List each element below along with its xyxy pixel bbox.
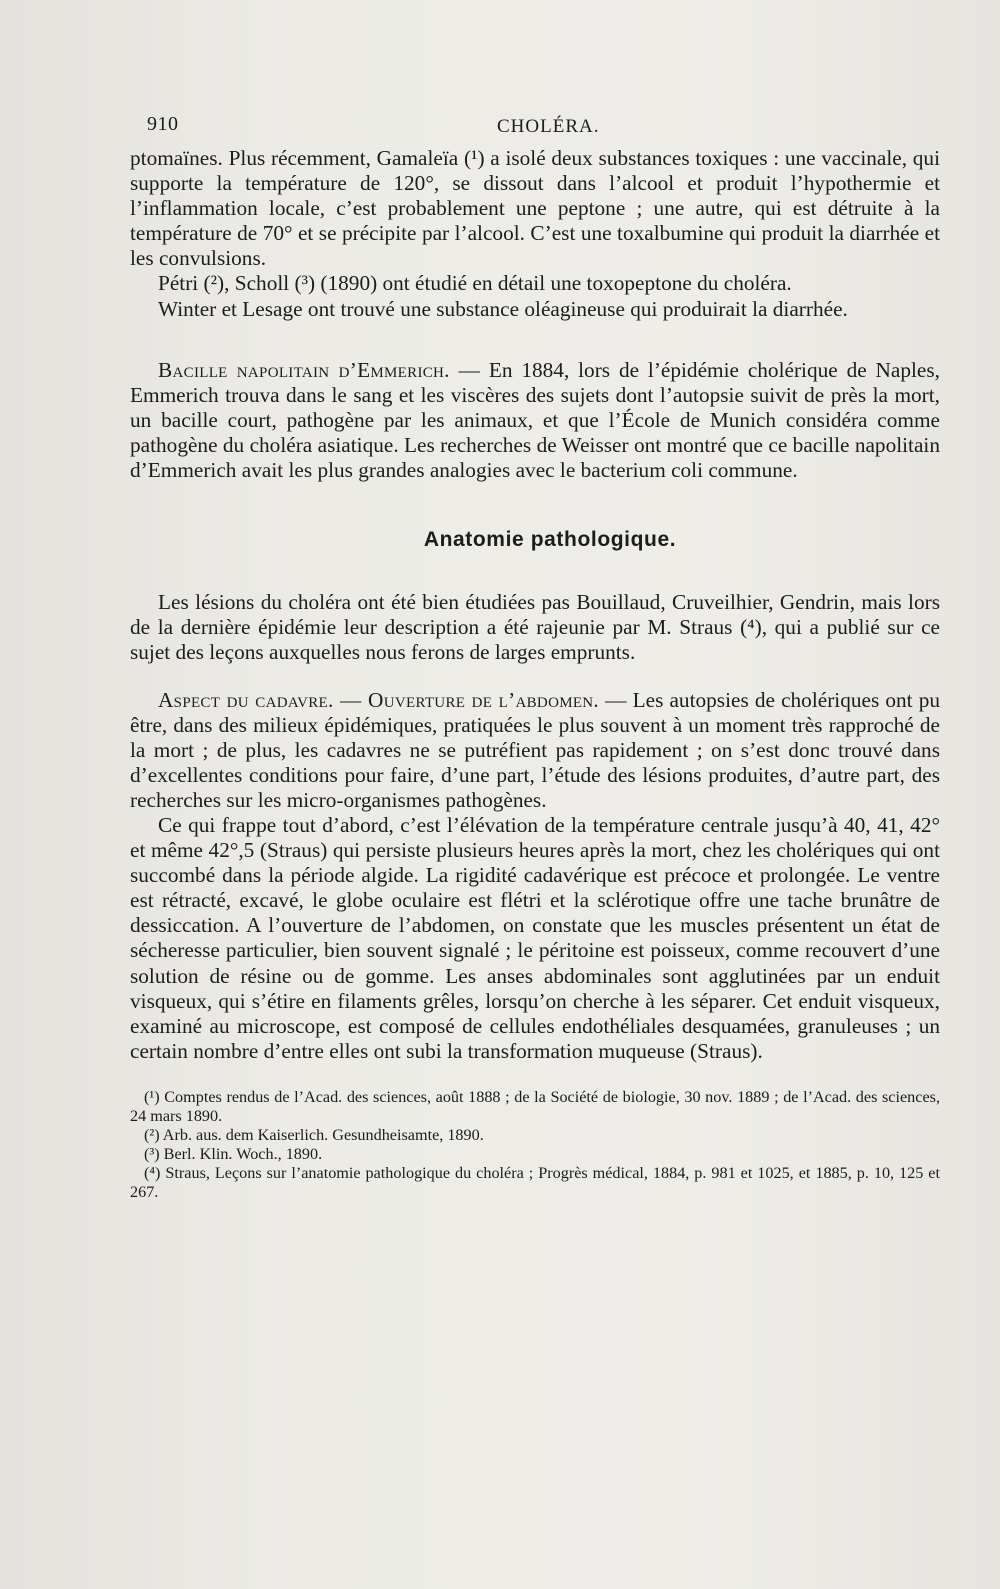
- running-head: [147, 113, 947, 139]
- paragraph-body: — En 1884, lors de l’épidémie cholérique de Naples, Emmerich trouva dans le sang et les viscères des sujets dont l’autopsie suivit de près la mort, un bacille court, pathogène par les animaux, et que l’École de Munich considéra comme pathogène du choléra asiatique. Les recherches de Weisser ont montré que ce bacille napolitain d’Emmerich avait les plus grandes analogies avec le bacterium coli commune.: [130, 357, 940, 483]
- footnote-4: (⁴) Straus, Leçons sur l’anatomie pathologique du choléra ; Progrès médical, 1884, p. 981 et 1025, et 1885, p. 10, 125 et 267.: [130, 1163, 940, 1201]
- paragraph-emmerich: [130, 358, 940, 483]
- running-title: CHOLÉRA.: [497, 116, 600, 137]
- paragraph-lead: Bacille napolitain d’Emmerich.: [158, 357, 450, 382]
- paragraph-body: — Les autopsies de cholériques ont pu être, dans des milieux épidémiques, pratiquées le plus souvent à un moment très rapproché de la mort ; de plus, les cadavres ne se putréfient pas rapidement ; on s’est donc trouvé dans d’excellentes conditions pour faire, d’une part, l’étude des lésions produites, d’autre part, des recherches sur les micro-organismes pathogènes.: [130, 687, 940, 812]
- paragraph-lesions: Les lésions du choléra ont été bien étudiées pas Bouillaud, Cruveilhier, Gendrin, mais lors de la dernière épidémie leur description a été rajeunie par M. Straus (⁴), qui a publié sur ce sujet des leçons auxquelles nous ferons de larges emprunts.: [130, 590, 940, 665]
- paragraph-lead: Aspect du cadavre. — Ouverture de l’abdomen.: [158, 687, 600, 712]
- paragraph-winter: Winter et Lesage ont trouvé une substance oléagineuse qui produirait la diarrhée.: [158, 296, 848, 321]
- footnote-1: (¹) Comptes rendus de l’Acad. des sciences, août 1888 ; de la Société de biologie, 30 nov. 1889 ; de l’Acad. des sciences, 24 mars 1890.: [130, 1087, 940, 1125]
- paragraph-toxins: ptomaïnes. Plus récemment, Gamaleïa (¹) a isolé deux substances toxiques : une vaccinale, qui supporte la température de 120°, se dissout dans l’alcool et produit l’hypothermie et l’inflammation locale, c’est probablement une peptone ; une autre, qui est détruite à la température de 70° et se précipite par l’alcool. C’est une toxalbumine qui produit la diarrhée et les convulsions.: [130, 146, 940, 271]
- paragraph-petri: Pétri (²), Scholl (³) (1890) ont étudié en détail une toxopeptone du choléra.: [158, 271, 792, 296]
- page-number: 910: [147, 113, 179, 135]
- footnote-2: (²) Arb. aus. dem Kaiserlich. Gesundheisamte, 1890.: [144, 1125, 484, 1144]
- section-heading: Anatomie pathologique.: [423, 528, 677, 552]
- footnote-3: (³) Berl. Klin. Woch., 1890.: [144, 1144, 323, 1163]
- paragraph-temperature: Ce qui frappe tout d’abord, c’est l’élévation de la température centrale jusqu’à 40, 41, 42° et même 42°,5 (Straus) qui persiste plusieurs heures après la mort, chez les cholériques qui ont succombé dans la période algide. La rigidité cadavérique est précoce et prolongée. Le ventre est rétracté, excavé, le globe oculaire est flétri et la sclérotique offre une tache brunâtre de dessiccation. A l’ouverture de l’abdomen, on constate que les muscles présentent un état de sécheresse particulier, bien souvent signalé ; le péritoine est poisseux, comme recouvert d’une solution de résine ou de gomme. Les anses abdominales sont agglutinées par un enduit visqueux, qui s’étire en filaments grêles, lorsqu’on cherche à les séparer. Cet enduit visqueux, examiné au microscope, est composé de cellules endothéliales desquamées, granuleuses ; un certain nombre d’entre elles ont subi la transformation muqueuse (Straus).: [130, 812, 940, 1063]
- footnotes: [130, 1088, 940, 1202]
- paragraph-autopsies: [130, 688, 940, 813]
- body-text: [130, 146, 940, 1202]
